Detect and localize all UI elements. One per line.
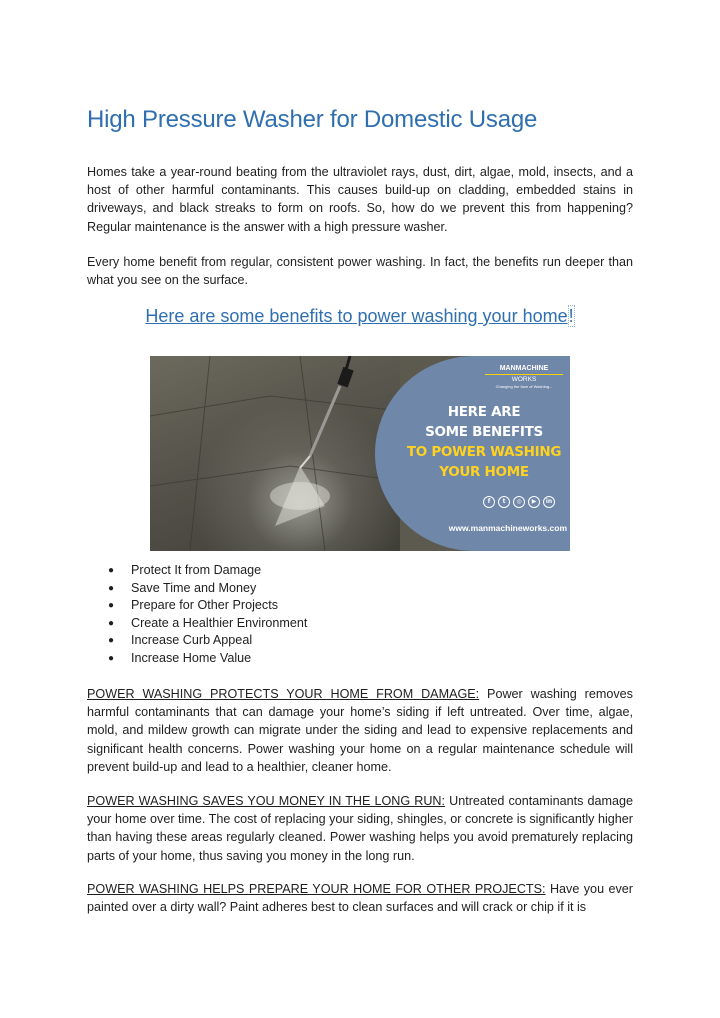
- list-item: ● Protect It from Damage: [87, 562, 307, 580]
- list-item: ● Save Time and Money: [87, 580, 307, 598]
- section-body: Power washing removes harmful contaminants that can damage your home’s siding if left untreated. Over time, algae, mold, and mildew growth can migrate under the siding and lead to expensive replacements and significant health concerns. Power washing your home on a regular maintenance schedule will prevent build-up and lead to a healthier, cleaner home.: [87, 687, 633, 774]
- facebook-icon: f: [483, 496, 495, 508]
- social-icons: [483, 496, 555, 508]
- bullet-icon: ●: [108, 617, 115, 629]
- second-paragraph: Every home benefit from regular, consistent power washing. In fact, the benefits run deeper than what you see on the surface.: [87, 255, 633, 288]
- twitter-icon: t: [498, 496, 510, 508]
- section-lead: POWER WASHING SAVES YOU MONEY IN THE LONG RUN:: [87, 794, 446, 808]
- bullet-icon: ●: [108, 582, 115, 594]
- bullet-icon: ●: [108, 565, 115, 576]
- linkedin-icon: in: [543, 496, 555, 508]
- section-body: Have you ever painted over a dirty wall? Paint adheres best to clean surfaces and will crack or chip if it is: [87, 882, 633, 915]
- intro-paragraph: Homes take a year-round beating from the ultraviolet rays, dust, dirt, algae, mold, insects, and a host of other harmful contaminants. This causes build-up on cladding, embedded stains in driveways, and black streaks to form on roofs. So, how do we prevent this from happening? Regular maintenance is the answer with a high pressure washer.: [87, 165, 633, 234]
- banner-headline-line-2: SOME BENEFITS: [425, 424, 543, 440]
- subheading-suffix: !: [568, 306, 574, 326]
- brand-logo: MANMACHINE WORKS Changing the face of Washing...: [485, 365, 563, 389]
- list-item: ● Increase Home Value: [87, 650, 307, 668]
- banner-headline-line-3: TO POWER WASHING: [406, 444, 562, 460]
- bullet-icon: ●: [108, 600, 115, 612]
- benefits-banner-image: [150, 356, 570, 551]
- list-item: ● Increase Curb Appeal: [87, 632, 307, 650]
- pressure-washer-illustration: [150, 356, 400, 551]
- section-prepare-projects: [87, 880, 633, 916]
- subheading-text: Here are some benefits to power washing your home: [145, 306, 568, 326]
- list-item: ● Create a Healthier Environment: [87, 615, 307, 633]
- list-item: ● Prepare for Other Projects: [87, 597, 307, 615]
- banner-headline-line-4: YOUR HOME: [439, 464, 529, 480]
- section-lead: POWER WASHING HELPS PREPARE YOUR HOME FOR OTHER PROJECTS:: [87, 882, 546, 896]
- bullet-icon: ●: [108, 635, 115, 647]
- youtube-icon: ▶: [528, 496, 540, 508]
- banner-headline-line-1: HERE ARE: [447, 404, 521, 420]
- page-title: High Pressure Washer for Domestic Usage: [87, 106, 538, 133]
- section-saves-money: [87, 792, 633, 865]
- benefits-list: [87, 562, 307, 668]
- instagram-icon: ◎: [513, 496, 525, 508]
- section-body: Untreated contaminants damage your home over time. The cost of replacing your siding, shingles, or concrete is significantly higher than having these areas regularly cleaned. Power washing helps you avoid prematurely replacing parts of your home, thus saving you money in the long run.: [87, 794, 633, 863]
- banner-url: www.manmachineworks.com: [448, 523, 567, 533]
- section-lead: POWER WASHING PROTECTS YOUR HOME FROM DAMAGE:: [87, 687, 480, 701]
- bullet-icon: ●: [108, 652, 115, 664]
- section-protects-from-damage: [87, 685, 633, 776]
- benefits-subheading: [87, 303, 633, 329]
